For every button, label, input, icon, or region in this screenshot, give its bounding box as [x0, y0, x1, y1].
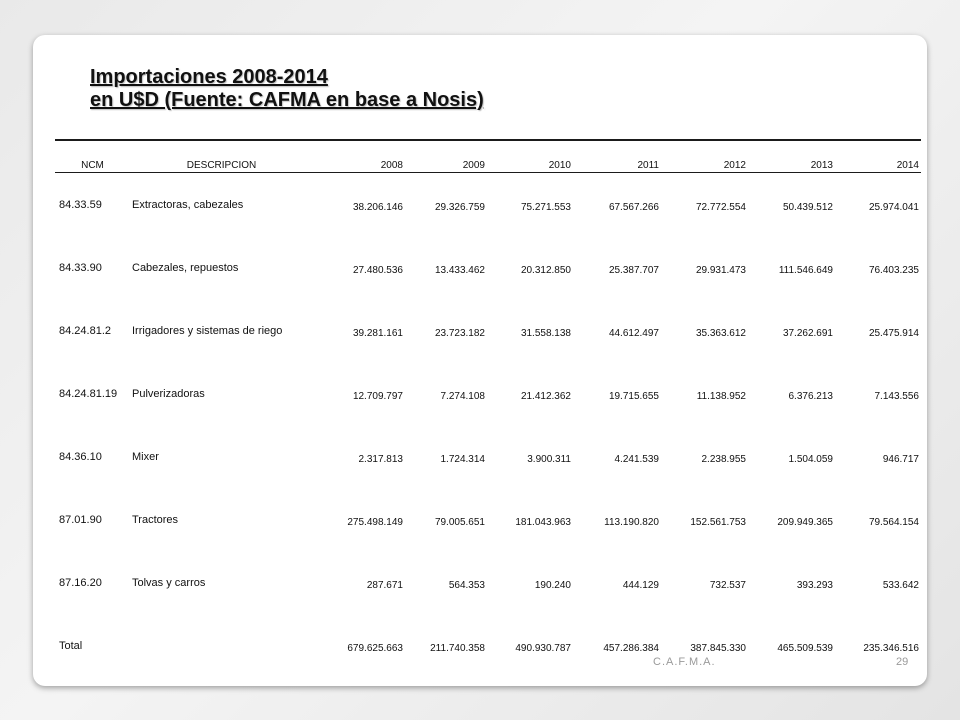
table-body [55, 173, 921, 678]
cell-value-2008: 39.281.161 [352, 328, 403, 339]
cell-value-2010: 75.271.553 [520, 202, 571, 213]
cell-value-2012: 732.537 [709, 580, 746, 591]
cell-value-2008: 679.625.663 [347, 643, 403, 654]
table-row [55, 173, 921, 237]
cell-value-2013: 6.376.213 [788, 391, 833, 402]
slide-card [33, 35, 927, 686]
cell-value-2008: 2.317.813 [358, 454, 403, 465]
cell-value-2010: 21.412.362 [520, 391, 571, 402]
cell-value-2009: 564.353 [448, 580, 485, 591]
cell-value-2009: 79.005.651 [434, 517, 485, 528]
cell-value-2012: 29.931.473 [695, 265, 746, 276]
cell-value-2008: 287.671 [366, 580, 403, 591]
cell-value-2010: 3.900.311 [527, 454, 571, 465]
cell-value-2012: 152.561.753 [690, 517, 746, 528]
cell-value-2013: 37.262.691 [782, 328, 833, 339]
cell-value-2014: 946.717 [882, 454, 919, 465]
header-2008: 2008 [313, 140, 405, 173]
cell-value-2012: 35.363.612 [695, 328, 746, 339]
header-2010: 2010 [487, 140, 573, 173]
cell-descripcion: Tractores [132, 513, 179, 526]
cell-descripcion: Cabezales, repuestos [132, 261, 239, 274]
cell-value-2009: 211.740.358 [430, 643, 485, 654]
table-row [55, 551, 921, 614]
cell-ncm: 84.33.59 [59, 198, 102, 211]
cell-ncm: 84.24.81.19 [59, 387, 118, 400]
cell-value-2011: 113.190.820 [604, 517, 659, 528]
table-row [55, 614, 921, 677]
cell-value-2009: 29.326.759 [434, 202, 485, 213]
cell-value-2011: 67.567.266 [608, 202, 659, 213]
cell-descripcion: Mixer [132, 450, 159, 463]
imports-table-container [55, 139, 921, 677]
cell-descripcion [130, 614, 313, 677]
cell-value-2012: 387.845.330 [690, 643, 746, 654]
header-2009: 2009 [405, 140, 487, 173]
cell-value-2008: 275.498.149 [347, 517, 403, 528]
cell-value-2010: 490.930.787 [515, 643, 571, 654]
cell-value-2014: 25.475.914 [868, 328, 919, 339]
cell-value-2013: 465.509.539 [777, 643, 833, 654]
cell-descripcion: Extractoras, cabezales [132, 198, 244, 211]
header-2011: 2011 [573, 140, 661, 173]
cell-value-2009: 13.433.462 [434, 265, 485, 276]
cell-value-2008: 38.206.146 [352, 202, 403, 213]
cell-value-2009: 1.724.314 [440, 454, 485, 465]
footer-organization: C.A.F.M.A. [653, 656, 716, 668]
cell-value-2009: 23.723.182 [434, 328, 485, 339]
header-2014: 2014 [835, 140, 921, 173]
slide-title [90, 66, 484, 112]
cell-value-2013: 1.504.059 [788, 454, 833, 465]
cell-value-2011: 457.286.384 [603, 643, 659, 654]
cell-value-2014: 235.346.516 [863, 643, 919, 654]
cell-value-2010: 31.558.138 [520, 328, 571, 339]
cell-value-2010: 181.043.963 [515, 517, 571, 528]
table-row [55, 362, 921, 425]
cell-value-2014: 76.403.235 [868, 265, 919, 276]
table-header-row [55, 140, 921, 173]
cell-value-2008: 12.709.797 [352, 391, 403, 402]
cell-value-2011: 25.387.707 [608, 265, 659, 276]
cell-value-2012: 72.772.554 [695, 202, 746, 213]
cell-value-2008: 27.480.536 [352, 265, 403, 276]
cell-value-2014: 25.974.041 [868, 202, 919, 213]
cell-value-2011: 444.129 [622, 580, 659, 591]
cell-value-2013: 50.439.512 [782, 202, 833, 213]
cell-value-2013: 209.949.365 [777, 517, 833, 528]
cell-value-2010: 190.240 [534, 580, 571, 591]
cell-value-2014: 533.642 [882, 580, 919, 591]
cell-value-2011: 19.715.655 [608, 391, 659, 402]
title-line-1: Importaciones 2008-2014 [90, 66, 328, 88]
cell-descripcion: Tolvas y carros [132, 576, 206, 589]
table-row [55, 425, 921, 488]
header-ncm: NCM [55, 140, 130, 173]
cell-value-2009: 7.274.108 [440, 391, 485, 402]
page-number: 29 [896, 656, 909, 668]
cell-ncm: 84.33.90 [59, 261, 102, 274]
header-2012: 2012 [661, 140, 748, 173]
cell-value-2012: 11.138.952 [696, 391, 746, 402]
cell-value-2011: 44.612.497 [608, 328, 659, 339]
table-row [55, 299, 921, 362]
cell-value-2013: 393.293 [796, 580, 833, 591]
cell-value-2010: 20.312.850 [520, 265, 571, 276]
cell-ncm: 87.01.90 [59, 513, 102, 526]
cell-ncm: 84.36.10 [59, 450, 102, 463]
header-2013: 2013 [748, 140, 835, 173]
cell-value-2013: 111.546.649 [778, 265, 833, 276]
header-descripcion: DESCRIPCION [130, 140, 313, 173]
cell-ncm: 84.24.81.2 [59, 324, 111, 337]
cell-ncm: 87.16.20 [59, 576, 102, 589]
cell-value-2012: 2.238.955 [701, 454, 746, 465]
cell-descripcion: Pulverizadoras [132, 387, 205, 400]
cell-descripcion: Irrigadores y sistemas de riego [132, 324, 283, 337]
cell-value-2014: 79.564.154 [868, 517, 919, 528]
table-row [55, 236, 921, 299]
cell-value-2011: 4.241.539 [614, 454, 659, 465]
table-row [55, 488, 921, 551]
cell-ncm: Total [59, 639, 83, 652]
imports-table [55, 139, 921, 677]
title-line-2: en U$D (Fuente: CAFMA en base a Nosis) [90, 89, 484, 111]
cell-value-2014: 7.143.556 [874, 391, 919, 402]
